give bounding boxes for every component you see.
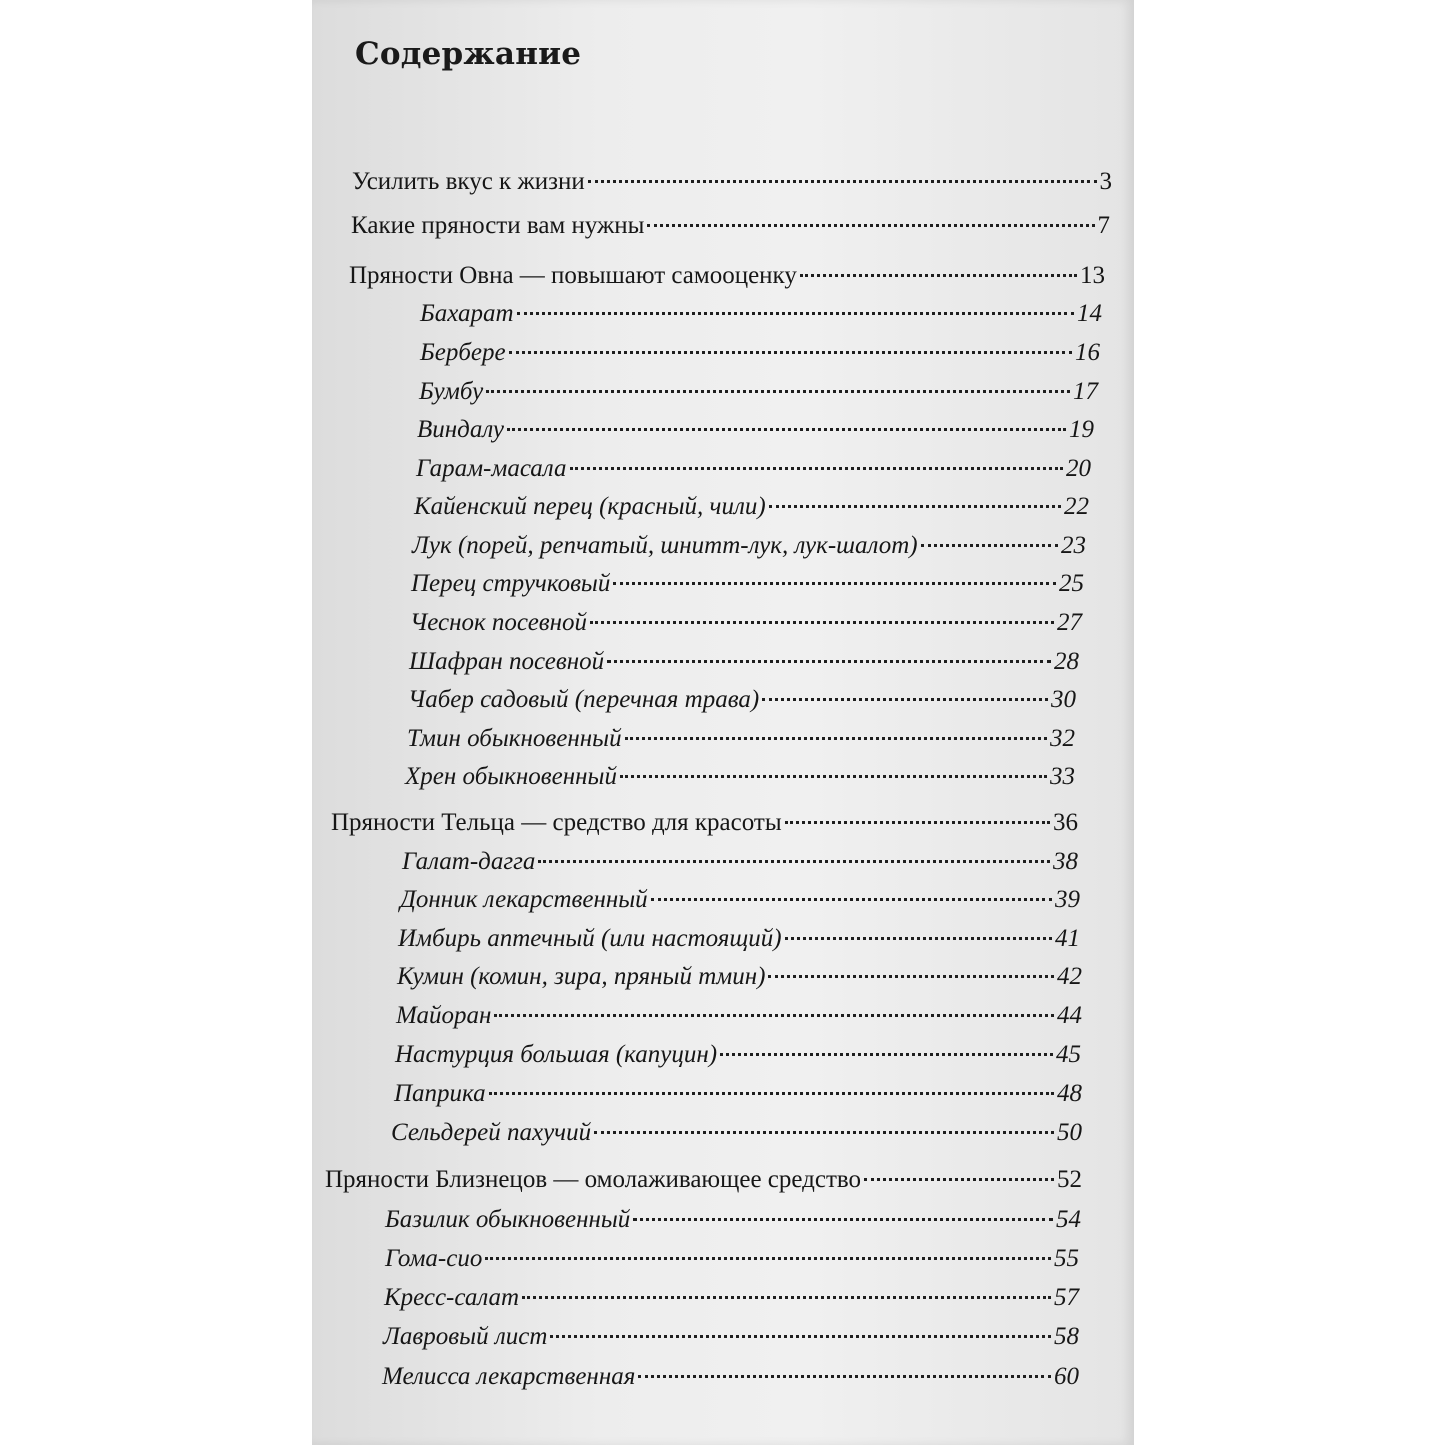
- toc-entry-label: Бахарат: [420, 300, 514, 327]
- toc-entry-page: 60: [1054, 1363, 1079, 1390]
- dot-leader: [651, 898, 1052, 901]
- toc-entry-page: 3: [1099, 168, 1112, 195]
- dot-leader: [620, 775, 1047, 778]
- toc-entry-label: Усилить вкус к жизни: [352, 168, 585, 195]
- toc-entry-label: Кайенский перец (красный, чили): [414, 493, 766, 520]
- toc-entry-page: 20: [1066, 455, 1091, 482]
- toc-entry-page: 27: [1057, 609, 1082, 636]
- toc-entry-page: 32: [1050, 725, 1075, 752]
- toc-entry-item: [400, 886, 1080, 922]
- dot-leader: [550, 1335, 1051, 1338]
- toc-entry-chapter: [331, 809, 1078, 845]
- toc-entry-item: [385, 1245, 1079, 1281]
- toc-entry-page: 55: [1054, 1245, 1079, 1272]
- dot-leader: [921, 544, 1058, 547]
- toc-entry-item: [382, 1363, 1079, 1399]
- dot-leader: [486, 390, 1070, 393]
- toc-entry-label: Базилик обыкновенный: [385, 1206, 631, 1233]
- dot-leader: [594, 1131, 1054, 1134]
- dot-leader: [522, 1296, 1051, 1299]
- toc-entry-page: 44: [1057, 1002, 1082, 1029]
- dot-leader: [864, 1178, 1054, 1181]
- toc-entry-item: [412, 532, 1086, 568]
- toc-entry-item: [410, 609, 1082, 645]
- toc-entry-label: Лавровый лист: [383, 1323, 548, 1350]
- page-title: Содержание: [355, 36, 582, 72]
- dot-leader: [769, 505, 1061, 508]
- toc-entry-label: Паприка: [394, 1080, 486, 1107]
- toc-entry-page: 50: [1057, 1119, 1082, 1146]
- dot-leader: [538, 860, 1050, 863]
- toc-entry-label: Тмин обыкновенный: [407, 725, 622, 752]
- toc-entry-chapter: [349, 262, 1105, 298]
- toc-entry-item: [397, 963, 1082, 999]
- dot-leader: [647, 224, 1094, 227]
- toc-entry-chapter: [352, 168, 1112, 204]
- toc-entry-page: 38: [1053, 848, 1078, 875]
- toc-entry-page: 58: [1054, 1323, 1079, 1350]
- toc-entry-item: [405, 763, 1075, 799]
- toc-entry-page: 17: [1073, 378, 1098, 405]
- toc-entry-label: Пряности Тельца — средство для красоты: [331, 809, 782, 836]
- toc-entry-label: Пряности Близнецов — омолаживающее средство: [325, 1166, 862, 1193]
- toc-entry-item: [398, 925, 1080, 961]
- toc-entry-page: 33: [1050, 763, 1075, 790]
- toc-entry-item: [420, 339, 1100, 375]
- toc-entry-label: Майоран: [396, 1002, 492, 1029]
- toc-entry-page: 19: [1069, 416, 1094, 443]
- dot-leader: [517, 312, 1074, 315]
- toc-entry-page: 48: [1057, 1080, 1082, 1107]
- dot-leader: [785, 937, 1052, 940]
- toc-entry-page: 30: [1051, 686, 1076, 713]
- toc-entry-item: [416, 455, 1091, 491]
- toc-entry-item: [385, 1206, 1081, 1242]
- dot-leader: [507, 428, 1066, 431]
- toc-entry-item: [402, 848, 1078, 884]
- toc-entry-label: Кресс-салат: [384, 1284, 520, 1311]
- toc-entry-item: [395, 1041, 1081, 1077]
- toc-entry-label: Донник лекарственный: [400, 886, 648, 913]
- toc-entry-item: [384, 1284, 1079, 1320]
- toc-entry-item: [391, 1119, 1082, 1155]
- toc-entry-label: Сельдерей пахучий: [391, 1119, 592, 1146]
- dot-leader: [638, 1375, 1051, 1378]
- toc-entry-item: [407, 725, 1075, 761]
- dot-leader: [625, 737, 1047, 740]
- toc-entry-label: Пряности Овна — повышают самооценку: [349, 262, 797, 289]
- dot-leader: [494, 1014, 1054, 1017]
- toc-entry-label: Перец стручковый: [411, 570, 611, 597]
- toc-entry-item: [419, 378, 1098, 414]
- toc-entry-page: 16: [1075, 339, 1100, 366]
- toc-entry-label: Хрен обыкновенный: [405, 763, 617, 790]
- toc-entry-item: [383, 1323, 1079, 1359]
- toc-entry-item: [420, 300, 1102, 336]
- toc-entry-page: 7: [1097, 212, 1110, 239]
- toc-entry-page: 22: [1064, 493, 1089, 520]
- toc-entry-page: 36: [1053, 809, 1078, 836]
- toc-entry-label: Мелисса лекарственная: [382, 1363, 636, 1390]
- toc-entry-label: Галат-дагга: [402, 848, 536, 875]
- toc-entry-label: Лук (порей, репчатый, шнитт-лук, лук-шалот): [412, 532, 918, 559]
- toc-entry-item: [414, 493, 1089, 529]
- toc-entry-page: 28: [1054, 648, 1079, 675]
- toc-entry-page: 13: [1080, 262, 1105, 289]
- toc-entry-label: Виндалу: [417, 416, 504, 443]
- toc-entry-label: Шафран посевной: [409, 648, 605, 675]
- toc-entry-item: [396, 1002, 1082, 1038]
- toc-entry-page: 54: [1056, 1206, 1081, 1233]
- dot-leader: [800, 274, 1077, 277]
- toc-entry-label: Гарам-масала: [416, 455, 567, 482]
- toc-entry-page: 45: [1056, 1041, 1081, 1068]
- toc-entry-label: Бумбу: [419, 378, 484, 405]
- dot-leader: [485, 1257, 1051, 1260]
- toc-entry-page: 41: [1055, 925, 1080, 952]
- toc-entry-label: Какие пряности вам нужны: [351, 212, 645, 239]
- toc-entry-item: [408, 686, 1076, 722]
- dot-leader: [489, 1092, 1054, 1095]
- toc-entry-label: Чабер садовый (перечная трава): [408, 686, 760, 713]
- toc-entry-item: [411, 570, 1084, 606]
- toc-entry-page: 25: [1059, 570, 1084, 597]
- dot-leader: [588, 180, 1097, 183]
- toc-entry-page: 57: [1054, 1284, 1079, 1311]
- toc-entry-label: Чеснок посевной: [410, 609, 588, 636]
- toc-entry-page: 23: [1061, 532, 1086, 559]
- dot-leader: [590, 621, 1054, 624]
- toc-entry-item: [417, 416, 1094, 452]
- toc-entry-page: 52: [1057, 1166, 1082, 1193]
- toc-entry-item: [409, 648, 1079, 684]
- dot-leader: [785, 821, 1050, 824]
- toc-entry-label: Кумин (комин, зира, пряный тмин): [397, 963, 766, 990]
- toc-entry-page: 14: [1077, 300, 1102, 327]
- dot-leader: [613, 582, 1056, 585]
- dot-leader: [768, 975, 1054, 978]
- dot-leader: [633, 1218, 1053, 1221]
- toc-entry-label: Имбирь аптечный (или настоящий): [398, 925, 782, 952]
- toc-entry-chapter: [351, 212, 1110, 248]
- toc-entry-label: Настурция большая (капуцин): [395, 1041, 718, 1068]
- dot-leader: [607, 660, 1051, 663]
- toc-entry-item: [394, 1080, 1082, 1116]
- dot-leader: [762, 698, 1048, 701]
- toc-entry-label: Гома-сио: [385, 1245, 483, 1272]
- dot-leader: [720, 1053, 1053, 1056]
- toc-entry-page: 42: [1057, 963, 1082, 990]
- toc-entry-chapter: [325, 1166, 1082, 1202]
- toc-entry-page: 39: [1055, 886, 1080, 913]
- dot-leader: [570, 467, 1064, 470]
- dot-leader: [509, 351, 1072, 354]
- toc-entry-label: Бербере: [420, 339, 506, 366]
